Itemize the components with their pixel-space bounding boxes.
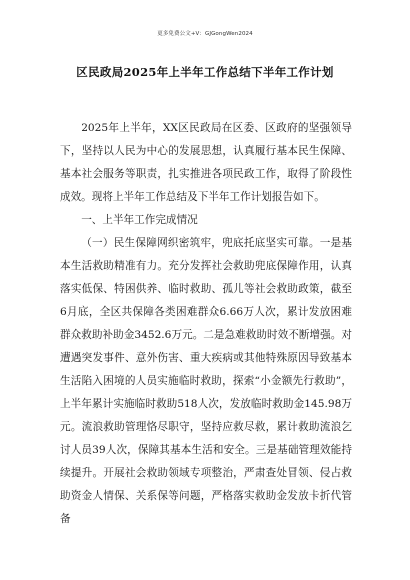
header-note: 更多免费公文+V：GJGongWen2024 [157, 31, 253, 37]
document-title: 区民政局2025年上半年工作总结下半年工作计划 [76, 65, 334, 79]
document-body [60, 117, 352, 531]
intro-paragraph: 2025年上半年，XX区民政局在区委、区政府的坚强领导下，坚持以人民为中心的发展思想，认真履行基本民生保障、基本社会服务等职责，扎实推进各项民政工作，取得了阶段性成效。现将上半年工作总结及下半年工作计划报告如下。 [60, 122, 352, 203]
body-paragraph: （一）民生保障网织密筑牢，兜底托底坚实可靠。一是基本生活救助精准有力。充分发挥社会救助兜底保障作用，认真落实低保、特困供养、临时救助、孤儿等社会救助政策，截至6月底，全区共保障各类困难群众6.66万人次，累计发放困难群众救助补助金3452.6万元。二是急难救助时效不断增强。对遭遇突发事件、意外伤害、重大疾病或其他特殊原因导致基本生活陷入困境的人员实施临时救助，探索“小金额先行救助”，上半年累计实施临时救助518人次，发放临时救助金145.98万元。流浪救助管理恪尽职守，坚持应救尽救，累计救助流浪乞讨人员39人次，保障其基本生活和安全。三是基础管理效能持续提升。开展社会救助领域专项整治，严肃查处冒领、侵占救助资金人情保、关系保等问题，严格落实救助金发放卡折代管备 [60, 237, 352, 525]
section-heading: 一、上半年工作完成情况 [81, 214, 198, 226]
